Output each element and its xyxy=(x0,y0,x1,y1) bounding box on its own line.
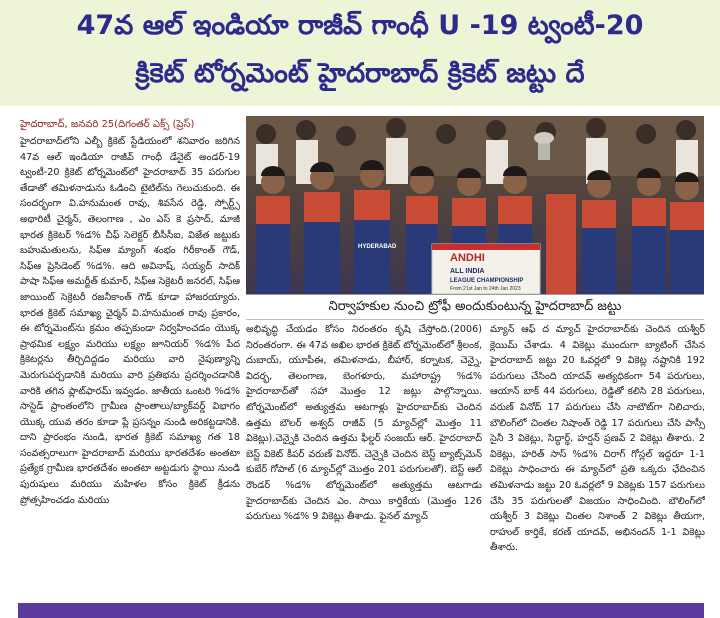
team-photo xyxy=(246,116,704,294)
banner-text-4: From 21st Jan to 24th Jan 2023 xyxy=(450,286,521,292)
team-photo-illustration xyxy=(246,116,704,294)
banner-text-1: ANDHI xyxy=(450,252,485,264)
headline-line-2: క్రికెట్ టోర్నమెంట్ హైదరాబాద్ క్రికెట్ జట్టు దే xyxy=(135,58,585,89)
article-column-2: అభివృద్ధి చేయడం కోసం నిరంతరం కృషి చేస్తోంది.(2006) నిరంతరంగా. ఈ 47వ అఖిల భారత క్రికెట్ టోర్నమెంట్‌లో శ్రీలంక, దుబాయ్, యూపీఈ, తమిళనాడు, బీహార్, కర్నాటక, చెన్నై, విదర్భ, తెలంగాణ, బెంగళూరు, మహారాష్ట్ర %డ% హైదరాబాద్‌తో సహా మొత్తం 12 జట్లు పాల్గొన్నాయి. టోర్నమెంట్‌లో అత్యుత్తమ ఆటగాళ్లు హైదరాబాద్‌కు చెందిన ఉత్తమ బౌలర్ అశ్వద్ రాజీవ్ (5 మ్యాచ్‌ల్లో మొత్తం 11 వికెట్లు).చెన్నైకి చెందిన ఉత్తమ ఫీల్డర్ సంజయ్ ఆర్. హైదరాబాద్ బెస్ట్ వికెట్ కీపర్ వరుణ్ వినోద్. చెన్నైకి చెందిన బెస్ట్ బ్యాట్స్‌మెన్ కుబేర్ గోపాల్ (6 మ్యాచ్‌ల్లో మొత్తం 201 పరుగులతో). బెస్ట్ ఆల్ రౌండర్ %డ% టోర్నమెంట్‌లో అత్యుత్తమ ఆటగాడు హైదరాబాద్‌కు చెందిన ఎం. సాయి కార్తికేయ (మొత్తం 126 పరుగులు %డ% 9 వికెట్లు తీశాడు. ఫైనల్ మ్యాచ్ xyxy=(246,324,482,523)
banner-text-3: LEAGUE CHAMPIONSHIP xyxy=(450,278,524,284)
article-column-3: మ్యాన్ ఆఫ్ ద మ్యాచ్ హైదరాబాద్‌కు చెందిన యశ్వీర్ క్లెయిమ్ చేశాడు. 4 వికెట్లు ముందుగా బ్యాటింగ్ చేసిన హైదరాబాద్ జట్టు 20 ఓవర్లలో 9 వికెట్ల నష్టానికి 192 పరుగులు చేసింది యాదవ్ అత్యధికంగా 54 పరుగులు, ఆయాన్ బాక్ 44 పరుగులు, రెడ్డితో కలిసి 28 పరుగులు, వరుణ్ వినోద్ 17 పరుగులు చేసి నాటౌట్‌గా నిలిచారు, బౌలింగ్‌లో చింతల నిషాంత్ రెడ్డి 17 పరుగులు చేసి పాస్సీ సైనీ 3 వికెట్లు, సిద్ధార్థ్, హర్షన్ ప్రణవ్ 2 వికెట్లు తీశారు. 2 వికెట్లు, హరిత్ సాస్ %డ% చిరాగ్ గోస్లల్ ఇద్దరూ 1-1 వికెట్లు సాధించారు ఈ మ్యాచ్‌లో ప్రతి ఒక్కరు ఛేదించిన తమిళనాడు జట్టు 20 ఓవర్లలో 9 వికెట్లకు 157 పరుగులు చేసి 35 పరుగులతో విజయం సాధించింది. బౌలింగ్‌లో యశ్వీర్ 3 వికెట్లు చింతల నిశాంత్ 2 వికెట్లు తీయగా, రాహుల్ కార్తికే, కరణ్ యాదవ్, అభినందన్ 1-1 వికెట్లు తీశారు. xyxy=(490,324,705,554)
dateline: హైదరాబాద్, జనవరి 25(దిగంతర్ ఎక్స్ (ప్రెస్) xyxy=(20,119,195,130)
photo-caption: నిర్వాహకుల నుంచి ట్రోఫీ అందుకుంటున్న హైదరాబాద్ జట్టు xyxy=(246,294,704,320)
jersey-text: HYDERABAD xyxy=(358,244,397,250)
article-column-1: హైదరాబాద్‌లోని ఎల్బీ క్రికెట్ స్టేడియంలో శనివారం జరిగిన 47వ ఆల్ ఇండియా రాజీవ్ గాంధీ డేనైట్ అండర్-19 ట్వంటీ-20 క్రికెట్ టోర్నమెంట్‌లో హైదరాబాద్ 35 పరుగుల తేడాతో తమిళనాడును ఓడించి టైటిల్‌ను గెలుచుకుంది. ఈ సందర్భంగా వి.హనుమంత రావు, శివసేన రెడ్డి, స్పోర్ట్స్ అథారిటీ చైర్మన్, తెలంగాణ , ఎం ఎస్ కె ప్రసాద్, మాజీ భారత క్రికెటర్ %డ% చీఫ్ సెలెక్టర్ బీసీసీఐ, విజేత జట్టుకు బహుమతులను, సిఫ్‌ఆ మ్యాంగ్ శంభం గిరీకాంత్ గౌడ్, సిఫ్‌ఆ ప్రెసిడెంట్ %డ%. ఆది అవినాష్, సయ్యద్ సాదిక్ పాషా సిఫ్‌ఆ అమర్జీత్ కుమార్, సిఫ్‌ఆ సెక్రెటరీ జనరల్, సిఫ్‌ఆ జాయింట్ సెక్రెటరీ రజనీకాంత్ గౌడ్ కూడా హాజరయ్యారు. భారత క్రికెట్ సమాఖ్య చైర్మన్ వి.హనుమంత రావు ప్రకారం, ఈ టోర్నమెంట్‌ను క్రమం తప్పకుండా నిర్వహించడం యొక్క ప్రాథమిక లక్ష్యం మరియు లక్ష్యం జూనియర్ %డ% పేద క్రికెటర్లను తీర్చిదిద్దడం మరియు వారి నైపుణ్యాన్ని మెరుగుపర్చడానికి మరియు వారి ప్రతిభను ప్రదర్శించడానికి వారికి తగిన ప్లాట్‌ఫారమ్ ఇవ్వడం. జాతీయ ఒంటరి %డ% సాస్టెడ్ ప్రాంతంలోని గ్రామీణ ప్రాంతాలు/బ్యాక్‌వర్డ్ విభాగం యొక్క యువ తరం కూడా ప్లే ప్రసన్నం నుండి అరికట్టడానికి. దాని ప్రారంభం నుండి, భారత క్రికెట్ సమాఖ్య గత 18 సంవత్సరాలుగా హైదరాబాద్ మరియు భారతదేశం అంతటా ప్రత్యేక గ్రామీణ భారతదేశం అంతటా అట్టడుగు స్థాయి నుండి పురుషులు మరియు మహిళల కోసం క్రికెట్ క్రీడను ప్రోత్సహించడం మరియు xyxy=(20,136,240,506)
headline-line-1: 47వ ఆల్ ఇండియా రాజీవ్ గాంధీ U -19 ట్వంటీ-20 xyxy=(76,10,644,41)
banner-text-2: ALL INDIA xyxy=(450,268,485,275)
bottom-divider xyxy=(18,603,704,618)
